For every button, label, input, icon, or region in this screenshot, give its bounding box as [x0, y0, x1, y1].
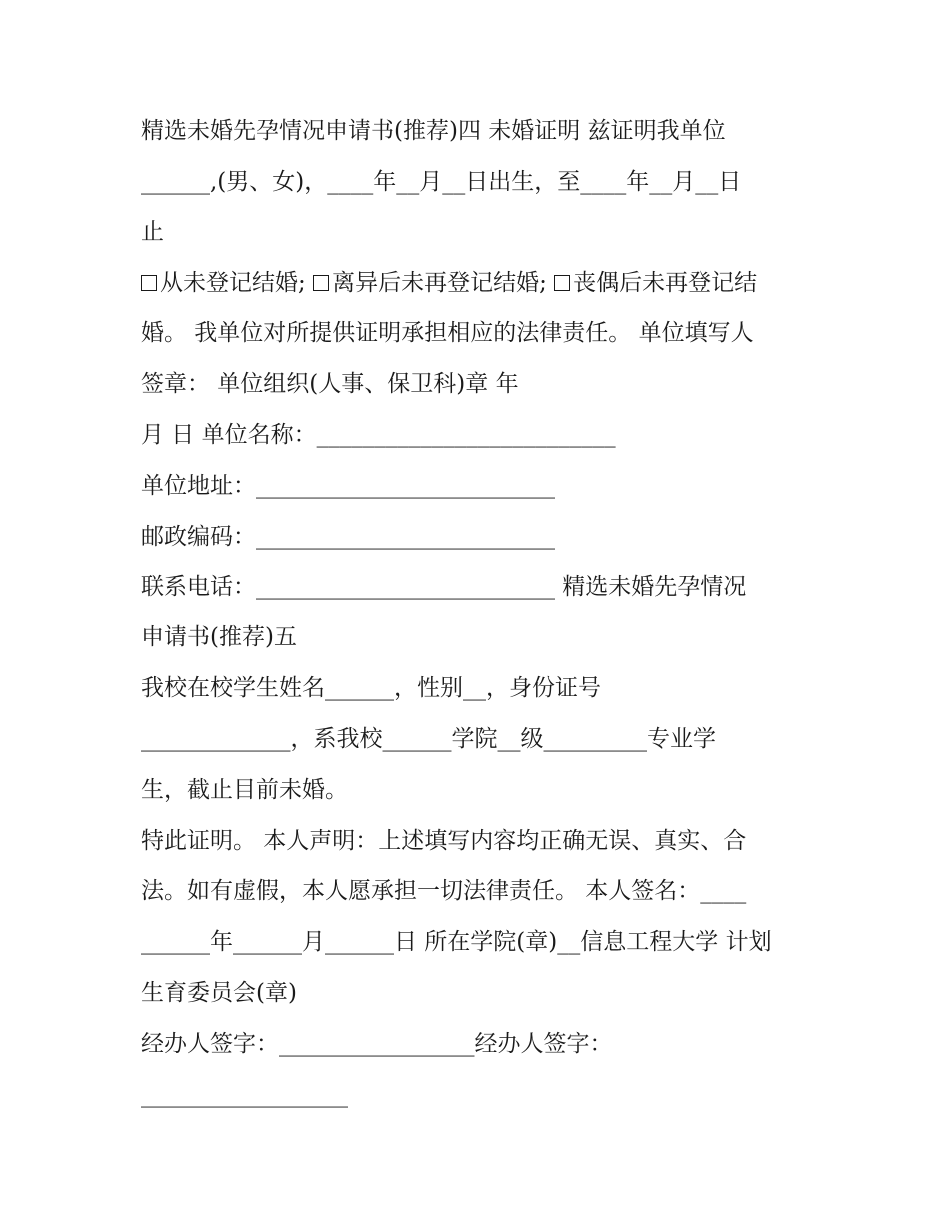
handler-blank-line: __________________ [141, 1082, 348, 1108]
date-college-line: ______年______月______日 所在学院(章)__信息工程大学 计划 [141, 929, 772, 955]
text-line-3: 止 [141, 219, 164, 245]
text-line-14: 生，截止目前未婚。 [141, 777, 348, 803]
text-line-2: ______,(男、女)，____年__月__日出生，至____年__月__日 [141, 169, 742, 195]
phone-line: 联系电话：__________________________ 精选未婚先孕情况 [141, 574, 747, 600]
checkbox-divorced[interactable] [313, 275, 329, 291]
student-name-line: 我校在校学生姓名______，性别__，身份证号 [141, 675, 601, 701]
unit-name-line: 月 日 单位名称：__________________________ [141, 422, 616, 448]
text-line-5: 婚。 我单位对所提供证明承担相应的法律责任。 单位填写人 [141, 320, 754, 346]
option-never-married: 从未登记结婚; [160, 270, 314, 296]
unit-address-line: 单位地址：__________________________ [141, 473, 555, 499]
checkbox-widowed[interactable] [554, 275, 570, 291]
option-widowed: 丧偶后未再登记结 [573, 270, 758, 296]
text-line-18: 生育委员会(章) [141, 980, 297, 1006]
handler-signature-line: 经办人签字：_________________经办人签字： [141, 1031, 613, 1057]
text-line-11: 申请书(推荐)五 [141, 624, 297, 650]
text-line-6: 签章： 单位组织(人事、保卫科)章 年 [141, 371, 519, 397]
checkbox-options-line [141, 268, 757, 298]
signature-line: 法。如有虚假，本人愿承担一切法律责任。 本人签名：____ [141, 878, 747, 904]
checkbox-never-married[interactable] [141, 275, 157, 291]
text-line-1: 精选未婚先孕情况申请书(推荐)四 未婚证明 兹证明我单位 [141, 118, 726, 144]
option-divorced: 离异后未再登记结婚; [332, 270, 555, 296]
student-id-line: _____________，系我校______学院__级_________专业学 [141, 726, 716, 752]
declaration-line: 特此证明。 本人声明：上述填写内容均正确无误、真实、合 [141, 828, 747, 854]
postal-code-line: 邮政编码：__________________________ [141, 524, 555, 550]
